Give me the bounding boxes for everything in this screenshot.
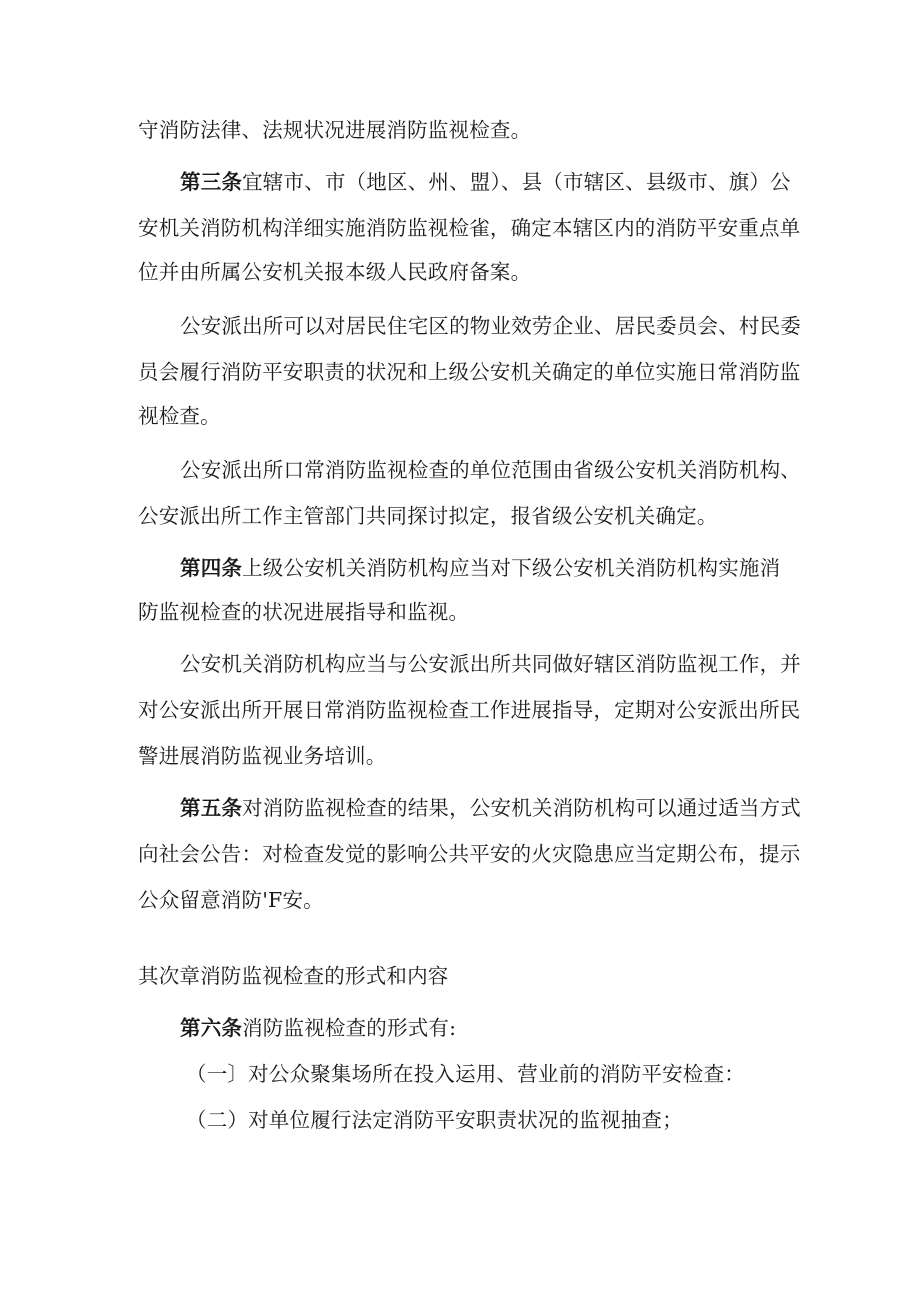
article-6-line-1 [180, 1014, 456, 1042]
paragraph-line: 守消防法律、法规状况进展消防监视检查。 [138, 118, 532, 142]
article-3-line-1 [180, 168, 791, 196]
list-item: （二）对单位履行法定消防平安职责状况的监视抽查； [186, 1108, 683, 1132]
article-heading: 第四条 [180, 556, 243, 580]
article-5-line-2: 向社会公告：对检查发觉的影响公共平安的火灾隐患应当定期公布，提示 [138, 842, 801, 866]
article-4-line-1 [180, 554, 780, 582]
paragraph-line: 公安派出所口常消防监视检查的单位范围由省级公安机关消防机构、 [180, 458, 801, 482]
article-text: 消防监视检查的形式有: [242, 1016, 457, 1040]
article-heading: 第三条 [180, 170, 243, 194]
paragraph-line: 公安派出所工作主管部门共同探讨拟定，报省级公安机关确定。 [138, 504, 718, 528]
paragraph-line: 公安机关消防机构应当与公安派出所共同做好辖区消防监视工作，并 [180, 652, 801, 676]
chapter-title: 其次章消防监视检查的形式和内容 [138, 964, 449, 988]
article-text: 宜辖市、市（地区、州、盟）、县（市辖区、县级市、旗）公 [242, 170, 791, 194]
article-text: 上级公安机关消防机构应当对下级公安机关消防机构实施消 [242, 556, 781, 580]
article-5-line-1 [180, 794, 801, 822]
paragraph-line: 公安派出所可以对居民住宅区的物业效劳企业、居民委员会、村民委 [180, 314, 801, 338]
paragraph-line: 员会履行消防平安职责的状况和上级公安机关确定的单位实施日常消防监 [138, 360, 801, 384]
article-5-line-3: 公众留意消防'F安。 [138, 888, 324, 912]
paragraph-line: 视检查。 [138, 404, 221, 428]
article-text: 对消防监视检查的结果，公安机关消防机构可以通过适当方式 [242, 796, 802, 820]
paragraph-line: 对公安派出所开展日常消防监视检查工作进展指导，定期对公安派出所民 [138, 698, 801, 722]
article-3-line-3: 位并由所属公安机关报本级人民政府备案。 [138, 260, 532, 284]
paragraph-line: 警进展消防监视业务培训。 [138, 744, 387, 768]
article-heading: 第六条 [180, 1016, 243, 1040]
article-4-line-2: 防监视检查的状况进展指导和监视。 [138, 600, 470, 624]
article-3-line-2: 安机关消防机构洋细实施消防监视检雀，确定本辖区内的消防平安重点单 [138, 216, 801, 240]
list-item: （一〕对公众聚集场所在投入运用、营业前的消防平安检查： [186, 1062, 745, 1086]
article-heading: 第五条 [180, 796, 243, 820]
